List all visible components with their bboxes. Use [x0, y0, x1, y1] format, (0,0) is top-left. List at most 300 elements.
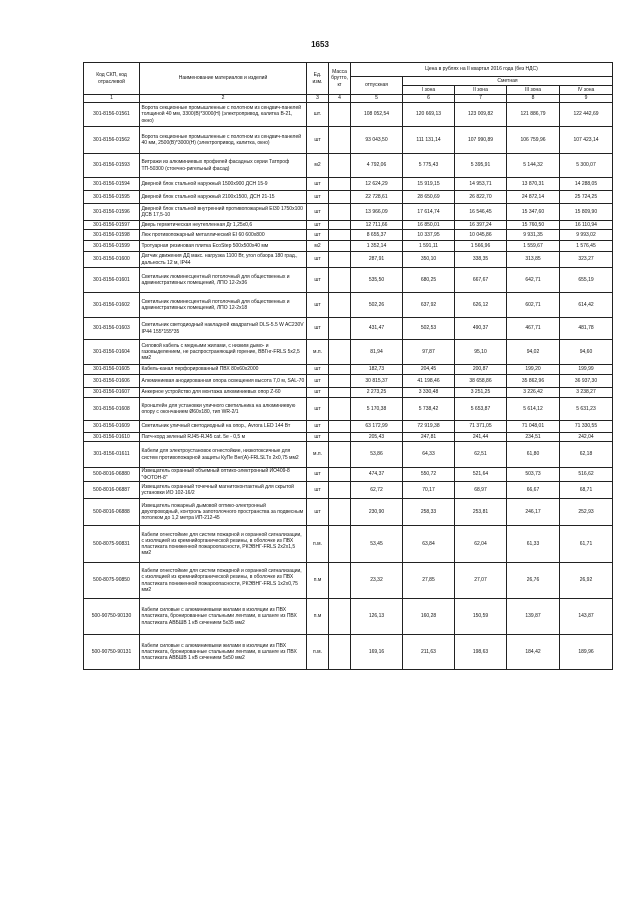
header-name: Наименование материалов и изделий: [140, 63, 307, 95]
row-price-zone-4: 199,99: [560, 365, 613, 375]
row-price-zone-1: 27,85: [403, 563, 455, 599]
table-row: [84, 268, 613, 293]
row-price-zone-1: 258,33: [403, 499, 455, 526]
row-price-zone-1: 41 198,46: [403, 375, 455, 388]
row-unit: шт: [307, 178, 329, 191]
row-price-zone-2: 626,12: [455, 293, 507, 318]
row-code: 301-8156-01597: [84, 221, 140, 230]
row-name: Кабель-канал перфорированный ПВХ 80х60х2000: [140, 365, 307, 375]
row-code: 301-8156-01599: [84, 241, 140, 252]
row-mass: [329, 599, 351, 635]
row-price-zone-4: 122 442,69: [560, 103, 613, 127]
column-number: 2: [140, 95, 307, 103]
row-price-retail: 8 655,37: [351, 230, 403, 241]
table-row: [84, 375, 613, 388]
row-price-retail: 53,45: [351, 526, 403, 563]
row-code: 301-8156-01596: [84, 204, 140, 221]
row-code: 301-8156-01561: [84, 103, 140, 127]
row-price-zone-3: 3 226,42: [507, 388, 560, 398]
row-price-zone-4: 1 576,45: [560, 241, 613, 252]
table-row: [84, 388, 613, 398]
header-zone-1: I зона: [403, 86, 455, 95]
row-price-zone-3: 9 931,35: [507, 230, 560, 241]
row-mass: [329, 154, 351, 178]
row-price-zone-4: 94,60: [560, 340, 613, 365]
row-price-zone-2: 200,87: [455, 365, 507, 375]
row-price-zone-1: 28 650,69: [403, 191, 455, 204]
row-price-retail: 205,43: [351, 433, 403, 442]
table-row: [84, 230, 613, 241]
row-price-zone-3: 94,02: [507, 340, 560, 365]
row-name: Дверной блок стальной наружный 1500х900 ДСН 15-9: [140, 178, 307, 191]
row-code: 301-8156-01604: [84, 340, 140, 365]
row-name: Витражи из алюминиевых профилей фасадных серии Татпроф ТП-50300 (стоечно-ригельный фасад): [140, 154, 307, 178]
row-mass: [329, 230, 351, 241]
row-price-zone-2: 107 990,89: [455, 127, 507, 154]
row-price-zone-2: 95,10: [455, 340, 507, 365]
row-price-zone-4: 252,93: [560, 499, 613, 526]
row-price-zone-3: 71 048,01: [507, 421, 560, 433]
row-mass: [329, 499, 351, 526]
row-price-retail: 12 711,66: [351, 221, 403, 230]
row-price-zone-3: 5 614,12: [507, 398, 560, 421]
column-number: 4: [329, 95, 351, 103]
row-price-zone-4: 107 423,14: [560, 127, 613, 154]
row-unit: м2: [307, 241, 329, 252]
row-price-zone-2: 253,81: [455, 499, 507, 526]
row-price-retail: 169,16: [351, 635, 403, 670]
row-name: Извещатель охранный точечный магнитоконтактный для скрытой установки ИО 102-16/2: [140, 482, 307, 499]
table-row: [84, 221, 613, 230]
table-row: [84, 365, 613, 375]
row-price-retail: 182,73: [351, 365, 403, 375]
row-mass: [329, 293, 351, 318]
row-name: Кронштейн для установки уличного светильника на алюминиевую опору с окончанием Ø60х180, тип WR-2/1: [140, 398, 307, 421]
row-price-zone-1: 120 669,13: [403, 103, 455, 127]
row-price-zone-2: 1 566,96: [455, 241, 507, 252]
row-price-retail: 53,86: [351, 442, 403, 468]
row-price-zone-2: 14 953,71: [455, 178, 507, 191]
row-unit: шт: [307, 191, 329, 204]
row-price-zone-3: 61,33: [507, 526, 560, 563]
header-code: Код СКП, код отраслевой: [84, 63, 140, 95]
row-price-retail: 13 966,09: [351, 204, 403, 221]
row-price-zone-3: 13 870,31: [507, 178, 560, 191]
row-price-zone-4: 5 300,07: [560, 154, 613, 178]
row-price-zone-1: 10 337,95: [403, 230, 455, 241]
row-unit: шт: [307, 365, 329, 375]
row-name: Алюминиевая анодированная опора освещения высота 7,0 м, SAL-70: [140, 375, 307, 388]
row-price-zone-1: 247,81: [403, 433, 455, 442]
row-price-zone-3: 106 759,96: [507, 127, 560, 154]
table-row: [84, 442, 613, 468]
row-price-zone-4: 3 238,27: [560, 388, 613, 398]
row-price-zone-3: 35 862,96: [507, 375, 560, 388]
row-price-zone-1: 3 330,48: [403, 388, 455, 398]
row-name: Кабели огнестойкие для систем пожарной и охранной сигнализации, с изоляцией из кремнийорганической резины, в оболочке из ПВХ пластиката пониженной пожароопасности, РКЭВНГ-FRLS 2х2х1,5 мм2: [140, 526, 307, 563]
row-code: 301-8156-01595: [84, 191, 140, 204]
row-code: 301-8156-01562: [84, 127, 140, 154]
row-price-zone-4: 36 937,30: [560, 375, 613, 388]
price-table: [83, 62, 613, 670]
row-price-zone-1: 97,87: [403, 340, 455, 365]
row-price-zone-4: 242,04: [560, 433, 613, 442]
row-code: 500-8016-06888: [84, 499, 140, 526]
table-row: [84, 499, 613, 526]
table-row: [84, 635, 613, 670]
row-name: Извещатель пожарный дымовой оптико-электронный двухпроводный, контроль запотолочного пространства за подвесным потолком до 1,2 метра ИП-212-45: [140, 499, 307, 526]
row-code: 301-8156-01610: [84, 433, 140, 442]
row-price-zone-4: 62,18: [560, 442, 613, 468]
row-code: 301-8156-01608: [84, 398, 140, 421]
row-mass: [329, 221, 351, 230]
row-name: Силовой кабель с медными жилами, с низким дымо- и газовыделением, не распространяющий горение, ВВГнг-FRLS 5х2,5 мм2: [140, 340, 307, 365]
row-mass: [329, 482, 351, 499]
row-unit: шт: [307, 468, 329, 482]
row-name: Дверь герметическая неутепленная Дг 1,25х0,6: [140, 221, 307, 230]
row-price-zone-2: 16 397,24: [455, 221, 507, 230]
row-price-zone-3: 602,71: [507, 293, 560, 318]
row-price-retail: 502,26: [351, 293, 403, 318]
row-price-retail: 81,94: [351, 340, 403, 365]
row-price-zone-3: 15 760,50: [507, 221, 560, 230]
table-header: [84, 63, 613, 103]
row-price-zone-3: 467,71: [507, 318, 560, 340]
header-price-group: Цена в рублях на II квартал 2016 года (без НДС): [351, 63, 613, 77]
column-number: 8: [507, 95, 560, 103]
table-row: [84, 293, 613, 318]
row-price-retail: 108 052,54: [351, 103, 403, 127]
table-row: [84, 526, 613, 563]
row-price-zone-2: 123 009,82: [455, 103, 507, 127]
row-mass: [329, 388, 351, 398]
row-mass: [329, 204, 351, 221]
row-price-retail: 4 792,06: [351, 154, 403, 178]
row-name: Кабели для электроустановок огнестойкие, низкотоксичные для систем противопожарной защиты КуПе Внг(А)-FRLSLTx 2х0,75 мм2: [140, 442, 307, 468]
row-price-zone-2: 241,44: [455, 433, 507, 442]
row-price-retail: 23,32: [351, 563, 403, 599]
row-price-retail: 230,90: [351, 499, 403, 526]
row-unit: шт: [307, 127, 329, 154]
row-price-zone-4: 5 631,23: [560, 398, 613, 421]
row-price-retail: 431,47: [351, 318, 403, 340]
row-code: 500-8075-90850: [84, 563, 140, 599]
row-mass: [329, 398, 351, 421]
table-row: [84, 482, 613, 499]
row-price-zone-3: 121 886,79: [507, 103, 560, 127]
row-price-zone-3: 66,67: [507, 482, 560, 499]
row-price-zone-4: 68,71: [560, 482, 613, 499]
row-code: 301-8156-01607: [84, 388, 140, 398]
row-price-zone-3: 234,51: [507, 433, 560, 442]
row-price-zone-1: 63,84: [403, 526, 455, 563]
row-price-zone-2: 68,97: [455, 482, 507, 499]
row-name: Датчик движения ДД макс. нагрузка 1100 Вт, угол обзора 180 град., дальность 12 м, IP44: [140, 252, 307, 268]
row-price-zone-4: 26,92: [560, 563, 613, 599]
table-row: [84, 103, 613, 127]
table-row: [84, 340, 613, 365]
row-price-retail: 63 172,99: [351, 421, 403, 433]
row-unit: шт: [307, 388, 329, 398]
row-price-zone-1: 350,10: [403, 252, 455, 268]
row-price-zone-1: 680,25: [403, 268, 455, 293]
row-mass: [329, 433, 351, 442]
table-row: [84, 127, 613, 154]
row-mass: [329, 635, 351, 670]
column-number: 1: [84, 95, 140, 103]
header-mass: Масса брутто, кг: [329, 63, 351, 95]
row-unit: м2: [307, 154, 329, 178]
row-price-zone-4: 71 330,55: [560, 421, 613, 433]
row-price-zone-1: 111 131,14: [403, 127, 455, 154]
row-price-zone-1: 72 919,38: [403, 421, 455, 433]
row-name: Кабели огнестойкие для систем пожарной и охранной сигнализации, с изоляцией из кремнийорганической резины, в оболочке из ПВХ пластиката пониженной пожароопасности, РКЭВНГ-FRLS 1х2х0,75 мм2: [140, 563, 307, 599]
row-unit: п.м.: [307, 635, 329, 670]
row-price-retail: 535,50: [351, 268, 403, 293]
row-price-zone-1: 204,45: [403, 365, 455, 375]
row-name: Анкерное устройство для монтажа алюминиевых опор Z-60: [140, 388, 307, 398]
row-mass: [329, 421, 351, 433]
row-unit: м.п.: [307, 340, 329, 365]
row-price-zone-3: 184,42: [507, 635, 560, 670]
row-mass: [329, 103, 351, 127]
row-name: Кабели силовые с алюминиевыми жилами в изоляции из ПВХ пластиката, бронированные стальными лентами, в шланге из ПВХ пластиката АВБШВ 1 кВ сечением 5х35 мм2: [140, 599, 307, 635]
row-unit: м.п.: [307, 442, 329, 468]
row-unit: шт: [307, 398, 329, 421]
table-row: [84, 241, 613, 252]
row-price-zone-4: 16 110,94: [560, 221, 613, 230]
row-price-zone-3: 199,20: [507, 365, 560, 375]
row-price-zone-1: 211,63: [403, 635, 455, 670]
row-price-zone-3: 1 559,67: [507, 241, 560, 252]
row-mass: [329, 526, 351, 563]
row-price-zone-4: 614,42: [560, 293, 613, 318]
row-price-zone-4: 323,27: [560, 252, 613, 268]
row-price-zone-1: 17 614,74: [403, 204, 455, 221]
row-price-zone-3: 642,71: [507, 268, 560, 293]
row-unit: п.м: [307, 599, 329, 635]
row-code: 301-8156-01611: [84, 442, 140, 468]
row-price-zone-2: 521,64: [455, 468, 507, 482]
row-unit: шт: [307, 421, 329, 433]
row-price-zone-2: 150,59: [455, 599, 507, 635]
row-price-zone-2: 16 546,45: [455, 204, 507, 221]
row-name: Ворота секционные промышленные с полотном из сендвич-панелей 40 мм, 2500(В)*3000(Н) (электропривод, калитка, окно): [140, 127, 307, 154]
table-row: [84, 468, 613, 482]
column-number: 9: [560, 95, 613, 103]
table-row: [84, 178, 613, 191]
row-name: Дверной блок стальной внутренний противопожарный EI30 1750х100 ДСВ 17,5-10: [140, 204, 307, 221]
row-name: Светильник люминесцентный потолочный для общественных и административных помещений, ЛПО 12-2х18: [140, 293, 307, 318]
row-name: Ворота секционные промышленные с полотном из сендвич-панелей толщиной 40 мм, 3300(В)*3000(Н) (электропривод, калитка В-21, окно): [140, 103, 307, 127]
row-unit: п.м: [307, 563, 329, 599]
row-price-zone-2: 338,35: [455, 252, 507, 268]
table-row: [84, 421, 613, 433]
table-row: [84, 252, 613, 268]
row-price-zone-3: 15 347,60: [507, 204, 560, 221]
row-code: 500-90750-90131: [84, 635, 140, 670]
row-mass: [329, 318, 351, 340]
row-unit: шт: [307, 230, 329, 241]
row-price-retail: 474,37: [351, 468, 403, 482]
row-unit: шт: [307, 221, 329, 230]
row-mass: [329, 442, 351, 468]
row-price-zone-2: 198,63: [455, 635, 507, 670]
row-name: Кабели силовые с алюминиевыми жилами в изоляции из ПВХ пластиката, бронированные стальными лентами, в шланге из ПВХ пластиката АВБШВ 1 кВ сечением 5х50 мм2: [140, 635, 307, 670]
row-code: 301-8156-01600: [84, 252, 140, 268]
row-price-retail: 126,13: [351, 599, 403, 635]
row-price-zone-1: 16 850,01: [403, 221, 455, 230]
row-price-zone-4: 14 288,05: [560, 178, 613, 191]
row-price-zone-2: 5 395,91: [455, 154, 507, 178]
row-price-retail: 5 170,38: [351, 398, 403, 421]
row-name: Светильник уличный светодиодный на опор., Avrora LED 144 Вт: [140, 421, 307, 433]
row-price-zone-3: 5 144,32: [507, 154, 560, 178]
column-number: 5: [351, 95, 403, 103]
row-price-retail: 62,72: [351, 482, 403, 499]
row-unit: шт: [307, 482, 329, 499]
column-number: 6: [403, 95, 455, 103]
row-mass: [329, 365, 351, 375]
row-code: 301-8156-01601: [84, 268, 140, 293]
row-unit: шт: [307, 433, 329, 442]
row-name: Тротуарная резиновая плитка EcoStep 500х500х40 мм: [140, 241, 307, 252]
row-price-zone-2: 5 653,87: [455, 398, 507, 421]
row-price-zone-3: 61,80: [507, 442, 560, 468]
row-price-zone-4: 655,19: [560, 268, 613, 293]
row-code: 301-8156-01606: [84, 375, 140, 388]
column-numbers-row: [84, 95, 613, 103]
row-code: 301-8156-01609: [84, 421, 140, 433]
header-zone-3: III зона: [507, 86, 560, 95]
row-mass: [329, 127, 351, 154]
table-row: [84, 563, 613, 599]
row-price-zone-1: 1 591,11: [403, 241, 455, 252]
row-price-retail: 2 273,25: [351, 388, 403, 398]
row-price-zone-1: 5 775,43: [403, 154, 455, 178]
table-row: [84, 398, 613, 421]
row-price-zone-3: 139,87: [507, 599, 560, 635]
row-code: 500-90750-90130: [84, 599, 140, 635]
row-price-zone-2: 10 045,86: [455, 230, 507, 241]
row-price-zone-4: 61,71: [560, 526, 613, 563]
row-unit: шт: [307, 375, 329, 388]
table-row: [84, 204, 613, 221]
row-price-zone-1: 160,28: [403, 599, 455, 635]
row-unit: п.м.: [307, 526, 329, 563]
row-price-zone-3: 246,17: [507, 499, 560, 526]
row-code: 301-8156-01598: [84, 230, 140, 241]
page-number: 1653: [311, 40, 329, 49]
row-name: Светильник люминесцентный потолочный для общественных и административных помещений, ЛПО 12-2х36: [140, 268, 307, 293]
row-price-zone-4: 516,62: [560, 468, 613, 482]
row-price-zone-2: 27,07: [455, 563, 507, 599]
row-name: Люк противопожарный металлический EI 60 600х800: [140, 230, 307, 241]
row-price-zone-4: 9 993,02: [560, 230, 613, 241]
row-price-zone-4: 481,78: [560, 318, 613, 340]
table-body: [84, 103, 613, 670]
row-price-zone-2: 71 371,05: [455, 421, 507, 433]
row-mass: [329, 241, 351, 252]
row-unit: шт: [307, 318, 329, 340]
header-zone-4: IV зона: [560, 86, 613, 95]
table-row: [84, 318, 613, 340]
row-price-zone-1: 5 738,42: [403, 398, 455, 421]
row-code: 301-8156-01605: [84, 365, 140, 375]
row-price-zone-2: 3 251,25: [455, 388, 507, 398]
row-price-zone-3: 26,76: [507, 563, 560, 599]
row-unit: шт: [307, 499, 329, 526]
row-price-zone-2: 62,04: [455, 526, 507, 563]
row-code: 301-8156-01603: [84, 318, 140, 340]
row-mass: [329, 191, 351, 204]
row-code: 301-8156-01594: [84, 178, 140, 191]
row-price-retail: 1 352,14: [351, 241, 403, 252]
row-price-zone-2: 667,67: [455, 268, 507, 293]
row-price-zone-1: 64,33: [403, 442, 455, 468]
row-unit: шт.: [307, 103, 329, 127]
row-price-zone-2: 26 822,70: [455, 191, 507, 204]
row-name: Извещатель охранный объемный оптико-электронный ИО409-8 "ФОТОН-8": [140, 468, 307, 482]
row-code: 500-8075-90831: [84, 526, 140, 563]
row-price-retail: 93 043,50: [351, 127, 403, 154]
row-mass: [329, 252, 351, 268]
row-unit: шт: [307, 293, 329, 318]
table-row: [84, 599, 613, 635]
header-estimate: Сметная: [403, 77, 613, 86]
row-mass: [329, 563, 351, 599]
row-price-zone-3: 503,73: [507, 468, 560, 482]
row-mass: [329, 375, 351, 388]
row-price-zone-2: 490,37: [455, 318, 507, 340]
row-price-zone-3: 313,85: [507, 252, 560, 268]
header-unit: Ед. изм.: [307, 63, 329, 95]
row-code: 301-8156-01602: [84, 293, 140, 318]
row-price-zone-1: 550,72: [403, 468, 455, 482]
table-row: [84, 154, 613, 178]
row-price-zone-4: 15 809,90: [560, 204, 613, 221]
row-mass: [329, 268, 351, 293]
row-price-zone-4: 25 724,25: [560, 191, 613, 204]
row-price-zone-1: 70,17: [403, 482, 455, 499]
row-price-zone-2: 38 658,86: [455, 375, 507, 388]
row-code: 301-8156-01593: [84, 154, 140, 178]
row-code: 500-8016-06887: [84, 482, 140, 499]
header-retail: отпускная: [351, 77, 403, 95]
row-price-zone-4: 143,87: [560, 599, 613, 635]
row-price-zone-3: 24 872,14: [507, 191, 560, 204]
header-zone-2: II зона: [455, 86, 507, 95]
row-mass: [329, 340, 351, 365]
column-number: 7: [455, 95, 507, 103]
row-price-retail: 12 624,29: [351, 178, 403, 191]
row-code: 500-8016-06880: [84, 468, 140, 482]
row-price-retail: 30 815,37: [351, 375, 403, 388]
table-row: [84, 433, 613, 442]
row-unit: шт: [307, 268, 329, 293]
row-unit: шт: [307, 252, 329, 268]
table-row: [84, 191, 613, 204]
row-name: Патч-корд зеленый RJ45-RJ45 cat. 5e - 0,5 м: [140, 433, 307, 442]
row-price-zone-1: 502,53: [403, 318, 455, 340]
column-number: 3: [307, 95, 329, 103]
row-price-zone-2: 62,51: [455, 442, 507, 468]
row-price-zone-4: 189,96: [560, 635, 613, 670]
row-price-retail: 287,91: [351, 252, 403, 268]
row-price-retail: 22 728,61: [351, 191, 403, 204]
row-name: Светильник светодиодный накладной квадратный DLS-5.5 W AC230V IP44 155*155*35: [140, 318, 307, 340]
row-name: Дверной блок стальной наружный 2100х1500, ДСН 21-15: [140, 191, 307, 204]
